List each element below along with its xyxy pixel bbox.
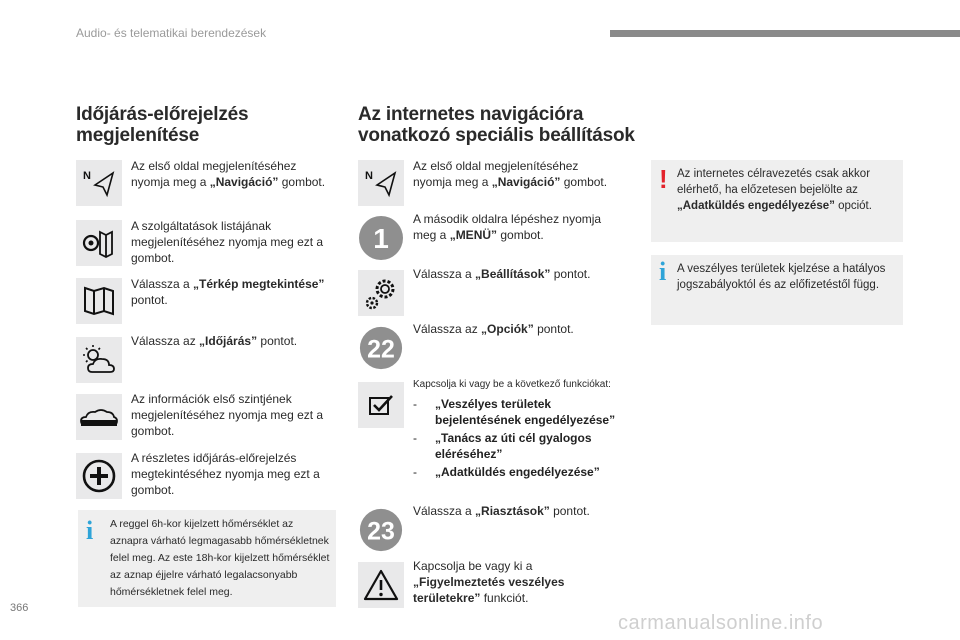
option-item: - „Adatküldés engedélyezése” <box>413 465 600 479</box>
option-item: - „Tanács az úti cél gyalogos eléréséhez” <box>413 431 592 461</box>
navigation-arrow-icon <box>76 160 122 206</box>
step-number-23 <box>358 507 404 553</box>
info-note <box>651 255 903 325</box>
weather-icon <box>76 337 122 383</box>
middle-step-text: Válassza a „Beállítások” pontot. <box>413 267 591 281</box>
exclamation-icon: ! <box>659 164 668 194</box>
services-map-icon <box>76 220 122 266</box>
navigation-arrow-icon <box>358 160 404 206</box>
left-step-text: A szolgáltatások listájának megjelenítéséhez nyomja meg ezt a gombot. <box>131 219 324 265</box>
map-view-icon <box>76 278 122 324</box>
left-step-text: A részletes időjárás-előrejelzés megtekintéséhez nyomja meg ezt a gombot. <box>131 451 320 497</box>
left-title: Időjárás-előrejelzés megjelenítése <box>76 104 249 146</box>
svg-text:N: N <box>83 170 91 182</box>
header-bar <box>610 30 960 37</box>
middle-step-text: Az első oldal megjelenítéséhez nyomja meg a „Navigáció” gombot. <box>413 159 608 189</box>
note-text: A veszélyes területek kjelzése a hatályos jogszabályoktól és az előfizetéstől függ. <box>677 263 886 291</box>
warning-triangle-icon <box>358 562 404 608</box>
svg-text:1: 1 <box>373 223 389 254</box>
info-icon: i <box>86 516 94 545</box>
info-icon: i <box>659 257 667 286</box>
step-number-1 <box>358 215 404 261</box>
section-header: Audio- és telematikai berendezések <box>76 26 267 40</box>
middle-step-text: Válassza az „Opciók” pontot. <box>413 322 574 336</box>
info-note <box>78 510 336 607</box>
plus-icon <box>76 453 122 499</box>
cloud-icon <box>76 394 122 440</box>
options-list <box>413 396 623 482</box>
checkbox-icon <box>358 382 404 428</box>
left-step-text: Válassza a „Térkép megtekintése” pontot. <box>131 277 325 307</box>
middle-title: Az internetes navigációra vonatkozó speciális beállítások <box>358 104 635 146</box>
svg-text:23: 23 <box>367 517 395 546</box>
settings-gear-icon <box>358 270 404 316</box>
step-number-22 <box>358 325 404 371</box>
left-step-text: Válassza az „Időjárás” pontot. <box>131 334 298 348</box>
option-item: - „Veszélyes területek bejelentésének engedélyezése” <box>413 397 616 427</box>
note-text: A reggel 6h-kor kijelzett hőmérséklet az aznapra várható legmagasabb hőmérsékletnek felel meg. Az este 18h-kor kijelzett hőmérséklet az aznap éjjelre várható legalacsonyabb hőmérsékletnek felel meg. <box>110 518 330 598</box>
toggle-intro: Kapcsolja ki vagy be a következő funkciókat: <box>413 379 611 390</box>
page-number: 366 <box>10 602 29 614</box>
warning-note <box>651 160 903 242</box>
note-text: Az internetes célravezetés csak akkor elérhető, ha előzetesen bejelölte az „Adatküldés engedélyezése” opciót. <box>677 168 872 212</box>
svg-text:N: N <box>365 170 373 182</box>
middle-step-text: A második oldalra lépéshez nyomja meg a „MENÜ” gombot. <box>413 212 602 242</box>
watermark: carmanualsonline.info <box>618 612 824 634</box>
left-step-text: Az információk első szintjének megjelenítéséhez nyomja meg ezt a gombot. <box>131 392 324 438</box>
middle-step-text: Kapcsolja be vagy ki a „Figyelmeztetés veszélyes területekre” funkciót. <box>413 559 565 605</box>
middle-step-text: Válassza a „Riasztások” pontot. <box>413 504 590 518</box>
svg-text:22: 22 <box>367 335 395 364</box>
left-step-text: Az első oldal megjelenítéséhez nyomja meg a „Navigáció” gombot. <box>131 159 326 189</box>
